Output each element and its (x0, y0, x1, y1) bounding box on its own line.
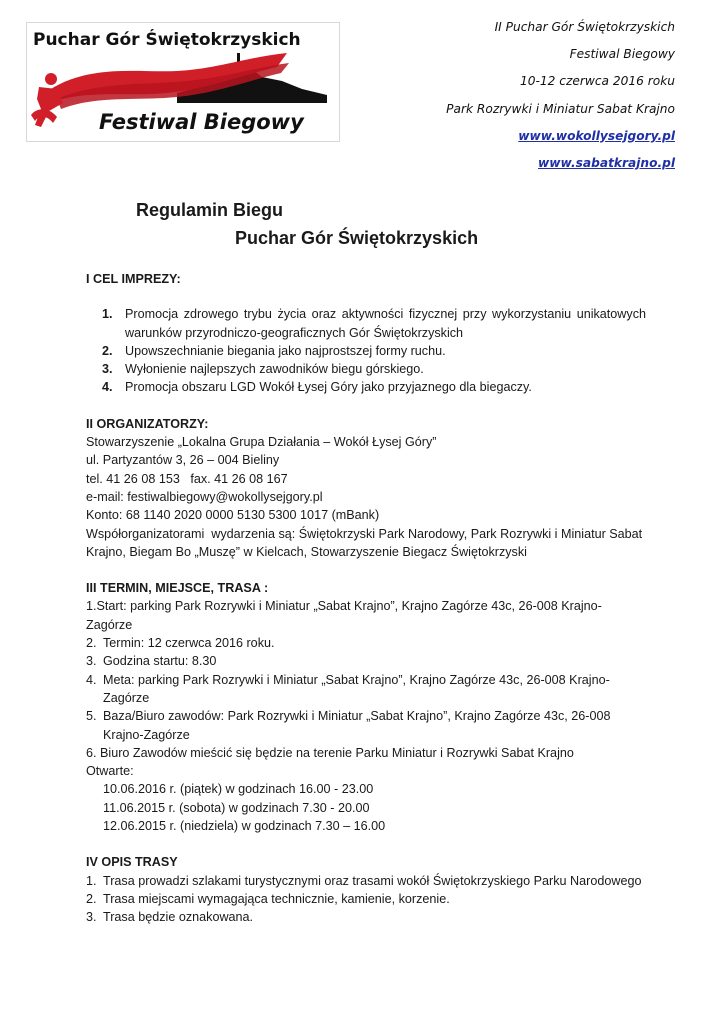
list-item: 3. Trasa będzie oznakowana. (86, 910, 254, 925)
document-body (86, 270, 646, 927)
hours-row: 10.06.2016 r. (piątek) w godzinach 16.00 - 23.00 (103, 782, 374, 797)
logo-title-bottom: Festiwal Biegowy (99, 110, 304, 134)
list-item: 1. Promocja zdrowego trybu życia oraz aktywności fizycznej przy wykorzystaniu unikatowych warunków przyrodniczo-geograficznych Gór Świętokrzyskich (102, 307, 646, 340)
section-heading: II ORGANIZATORZY: (86, 416, 209, 431)
doc-subtitle: Puchar Gór Świętokrzyskich (235, 228, 479, 248)
open-label: Otwarte: (86, 764, 134, 779)
route-list (86, 872, 646, 927)
section-opis-trasy (86, 853, 646, 926)
organizer-address: ul. Partyzantów 3, 26 – 004 Bieliny (86, 453, 280, 468)
runner-mountain-logo-icon (27, 23, 339, 141)
list-item: 4. Promocja obszaru LGD Wokół Łysej Góry jako przyjaznego dla biegaczy. (102, 380, 532, 395)
organizer-name: Stowarzyszenie „Lokalna Grupa Działania – Wokół Łysej Góry” (86, 435, 437, 450)
organizer-email: e-mail: festiwalbiegowy@wokollysejgory.pl (86, 489, 323, 504)
section-cel-imprezy (86, 270, 646, 397)
section-heading: III TERMIN, MIEJSCE, TRASA : (86, 581, 269, 596)
section-heading: IV OPIS TRASY (86, 855, 178, 870)
list-item: 2. Trasa miejscami wymagająca technicznie, kamienie, korzenie. (86, 891, 450, 906)
list-item: 2. Upowszechnianie biegania jako najprostszej formy ruchu. (102, 343, 446, 358)
list-item: 5. Baza/Biuro zawodów: Park Rozrywki i Miniatur „Sabat Krajno”, Krajno Zagórze 43c, 26-008 Krajno-Zagórze (86, 709, 611, 742)
header-line-1: II Puchar Gór Świętokrzyskich (494, 20, 675, 34)
link-sabatkrajno[interactable]: www.sabatkrajno.pl (538, 156, 675, 171)
start-location: 1.Start: parking Park Rozrywki i Miniatur „Sabat Krajno”, Krajno Zagórze 43c, 26-008 Krajno-Zagórze (86, 599, 602, 632)
hours-row: 12.06.2015 r. (niedziela) w godzinach 7.30 – 16.00 (103, 819, 386, 834)
hours-row: 11.06.2015 r. (sobota) w godzinach 7.30 - 20.00 (103, 800, 370, 815)
festival-logo (26, 22, 340, 142)
list-item: 3. Godzina startu: 8.30 (86, 654, 217, 669)
header-line-4: Park Rozrywki i Miniatur Sabat Krajno (446, 101, 675, 116)
header-info (446, 14, 675, 177)
office-location: 6. Biuro Zawodów mieścić się będzie na terenie Parku Miniatur i Rozrywki Sabat Krajno (86, 745, 574, 760)
list-item: 4. Meta: parking Park Rozrywki i Miniatur „Sabat Krajno”, Krajno Zagórze 43c, 26-008 Krajno-Zagórze (86, 672, 610, 705)
list-item: 3. Wyłonienie najlepszych zawodników biegu górskiego. (102, 362, 424, 377)
list-item: 1. Trasa prowadzi szlakami turystycznymi oraz trasami wokół Świętokrzyskiego Parku Narodowego (86, 873, 642, 888)
organizer-phone: tel. 41 26 08 153 fax. 41 26 08 167 (86, 471, 288, 486)
header-line-3: 10-12 czerwca 2016 roku (519, 74, 675, 89)
co-organizers: Współorganizatorami wydarzenia są: Świętokrzyski Park Narodowy, Park Rozrywki i Miniatur Sabat Krajno, Biegam Bo „Muszę” w Kielcach, Stowarzyszenie Biegacz Świętokrzyski (86, 526, 646, 559)
goals-list (86, 305, 646, 396)
organizer-account: Konto: 68 1140 2020 0000 5130 5300 1017 (mBank) (86, 508, 380, 523)
section-organizatorzy (86, 415, 646, 561)
link-wokollysejgory[interactable]: www.wokollysejgory.pl (518, 128, 675, 143)
doc-title: Regulamin Biegu (136, 200, 284, 220)
list-item: 2. Termin: 12 czerwca 2016 roku. (86, 636, 275, 651)
header-line-2: Festiwal Biegowy (569, 47, 675, 62)
logo-title-top: Puchar Gór Świętokrzyskich (33, 30, 301, 50)
section-heading: I CEL IMPREZY: (86, 272, 181, 286)
section-termin-miejsce (86, 579, 646, 835)
event-details-list (86, 634, 646, 744)
